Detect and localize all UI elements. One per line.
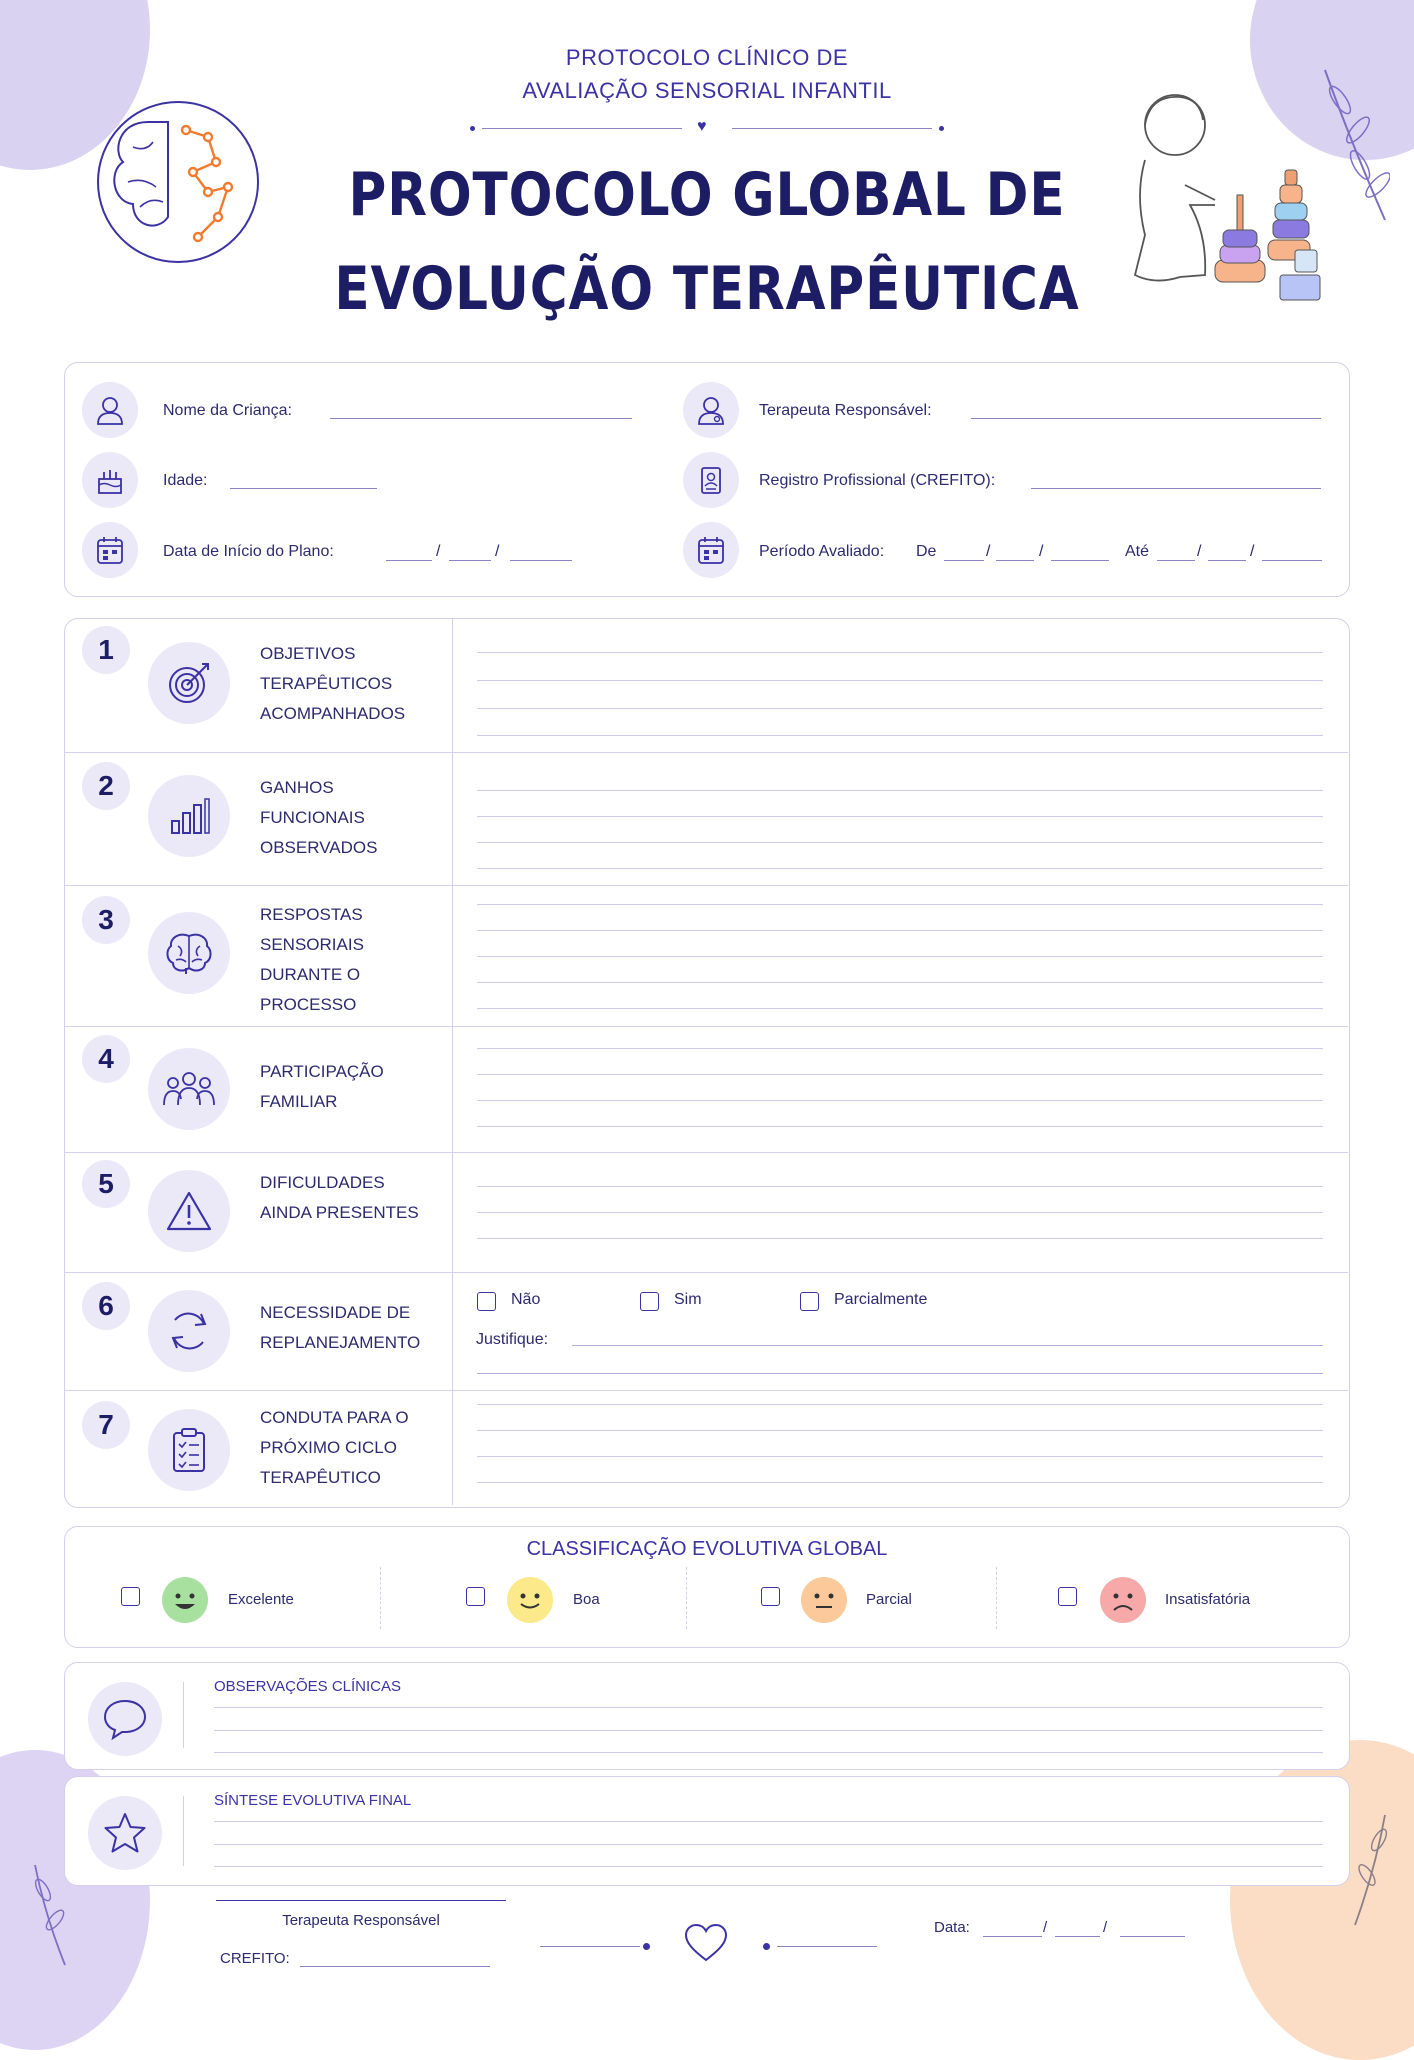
footer-date-year-field[interactable] [1120, 1936, 1185, 1937]
partial-label: Parcial [866, 1591, 912, 1608]
writing-line[interactable] [477, 1212, 1323, 1213]
smiling-face-icon [507, 1577, 553, 1623]
section-number: 4 [82, 1035, 130, 1083]
writing-line[interactable] [477, 1482, 1323, 1483]
observations-label: OBSERVAÇÕES CLÍNICAS [214, 1678, 402, 1695]
writing-line[interactable] [214, 1844, 1323, 1845]
star-icon [88, 1796, 162, 1870]
replan-yes-checkbox[interactable] [640, 1292, 659, 1311]
calendar-icon [82, 522, 138, 578]
header-divider [470, 118, 944, 135]
start-date-day-field[interactable] [386, 560, 432, 561]
section-title: PARTICIPAÇÃO FAMILIAR [260, 1062, 384, 1111]
justify-label: Justifique: [476, 1331, 549, 1348]
speech-bubble-icon [88, 1682, 162, 1756]
section-title: GANHOS FUNCIONAIS OBSERVADOS [260, 778, 378, 857]
writing-line[interactable] [214, 1866, 1323, 1867]
writing-line[interactable] [477, 982, 1323, 983]
row-divider [65, 752, 1348, 753]
footer-date-label: Data: [934, 1919, 970, 1936]
unsatisfactory-label: Insatisfatória [1165, 1591, 1251, 1608]
justify-field[interactable] [572, 1345, 1323, 1346]
replan-partial-checkbox[interactable] [800, 1292, 819, 1311]
section-number: 7 [82, 1401, 130, 1449]
writing-line[interactable] [477, 1456, 1323, 1457]
bar-chart-icon [148, 775, 230, 857]
observations-divider [183, 1682, 184, 1748]
classification-divider [686, 1567, 687, 1629]
writing-line[interactable] [477, 790, 1323, 791]
date-separator: / [1043, 1919, 1048, 1936]
writing-line[interactable] [477, 1186, 1323, 1187]
neutral-face-icon [801, 1577, 847, 1623]
date-separator: / [1250, 543, 1255, 560]
writing-line[interactable] [214, 1821, 1323, 1822]
period-from-month-field[interactable] [996, 560, 1034, 561]
period-to-day-field[interactable] [1157, 560, 1195, 561]
excellent-checkbox[interactable] [121, 1587, 140, 1606]
row-divider [65, 1390, 1348, 1391]
start-date-label: Data de Início do Plano: [163, 543, 334, 560]
classification-divider [996, 1567, 997, 1629]
family-icon [148, 1048, 230, 1130]
date-separator: / [1103, 1919, 1108, 1936]
date-separator: / [1039, 543, 1044, 560]
writing-line[interactable] [477, 1100, 1323, 1101]
footer-date-month-field[interactable] [1055, 1936, 1100, 1937]
good-checkbox[interactable] [466, 1587, 485, 1606]
writing-line[interactable] [477, 1008, 1323, 1009]
writing-line[interactable] [477, 680, 1323, 681]
writing-line[interactable] [214, 1707, 1323, 1708]
period-to-month-field[interactable] [1208, 560, 1246, 561]
age-field[interactable] [230, 488, 377, 489]
writing-line[interactable] [477, 930, 1323, 931]
date-separator: / [495, 543, 500, 560]
target-icon [148, 642, 230, 724]
classification-divider [380, 1567, 381, 1629]
brain-icon [148, 912, 230, 994]
signature-line[interactable] [216, 1900, 506, 1901]
writing-line[interactable] [477, 1238, 1323, 1239]
header-subtitle-line1: PROTOCOLO CLÍNICO DE [565, 45, 849, 70]
row-divider [65, 1026, 1348, 1027]
birthday-cake-icon [82, 452, 138, 508]
refresh-icon [148, 1290, 230, 1372]
date-separator: / [436, 543, 441, 560]
writing-line[interactable] [477, 652, 1323, 653]
period-from-label: De [916, 543, 937, 560]
replan-yes-label: Sim [674, 1291, 702, 1308]
warning-icon [148, 1170, 230, 1252]
signature-label: Terapeuta Responsável [282, 1912, 440, 1929]
classification-title: CLASSIFICAÇÃO EVOLUTIVA GLOBAL [526, 1538, 888, 1560]
section-number: 5 [82, 1160, 130, 1208]
writing-line[interactable] [477, 1430, 1323, 1431]
section-number: 1 [82, 626, 130, 674]
section-number: 3 [82, 896, 130, 944]
writing-line[interactable] [477, 708, 1323, 709]
period-from-day-field[interactable] [944, 560, 984, 561]
section-number: 2 [82, 762, 130, 810]
section-title: OBJETIVOS TERAPÊUTICOS ACOMPANHADOS [260, 644, 406, 723]
writing-line[interactable] [477, 842, 1323, 843]
id-badge-icon [683, 452, 739, 508]
header-subtitle-line2: AVALIAÇÃO SENSORIAL INFANTIL [522, 78, 892, 103]
start-date-year-field[interactable] [510, 560, 572, 561]
section-title: RESPOSTAS SENSORIAIS DURANTE O PROCESSO [260, 905, 364, 1014]
therapist-field[interactable] [971, 418, 1321, 419]
heart-outline-icon [683, 1922, 729, 1964]
writing-line[interactable] [214, 1730, 1323, 1731]
calendar-icon [683, 522, 739, 578]
writing-line[interactable] [477, 956, 1323, 957]
row-divider [65, 885, 1348, 886]
period-to-label: Até [1125, 543, 1150, 560]
child-name-label: Nome da Criança: [163, 402, 292, 419]
writing-line[interactable] [477, 868, 1323, 869]
replan-partial-label: Parcialmente [834, 1291, 928, 1308]
synthesis-divider [183, 1796, 184, 1866]
age-label: Idade: [163, 472, 208, 489]
writing-line[interactable] [477, 735, 1323, 736]
replan-no-checkbox[interactable] [477, 1292, 496, 1311]
period-to-year-field[interactable] [1262, 560, 1322, 561]
period-from-year-field[interactable] [1051, 560, 1109, 561]
section-title: NECESSIDADE DE REPLANEJAMENTO [260, 1303, 421, 1352]
writing-line[interactable] [477, 1126, 1323, 1127]
child-playing-illustration [1115, 85, 1325, 305]
unsatisfactory-checkbox[interactable] [1058, 1587, 1077, 1606]
crefito-label: CREFITO: [220, 1950, 290, 1967]
excellent-label: Excelente [228, 1591, 294, 1608]
therapist-icon [683, 382, 739, 438]
period-label: Período Avaliado: [759, 543, 885, 560]
start-date-month-field[interactable] [449, 560, 491, 561]
replan-no-label: Não [511, 1291, 541, 1308]
date-separator: / [986, 543, 991, 560]
good-label: Boa [573, 1591, 600, 1608]
writing-line[interactable] [477, 816, 1323, 817]
footer-date-day-field[interactable] [983, 1936, 1042, 1937]
writing-line[interactable] [477, 1074, 1323, 1075]
row-divider [65, 1272, 1348, 1273]
synthesis-label: SÍNTESE EVOLUTIVA FINAL [214, 1792, 412, 1809]
sad-face-icon [1100, 1577, 1146, 1623]
writing-line[interactable] [477, 904, 1323, 905]
page-title-line1: PROTOCOLO GLOBAL DE [348, 160, 1066, 230]
crefito-field[interactable] [300, 1966, 490, 1967]
section-title: DIFICULDADES AINDA PRESENTES [260, 1173, 419, 1222]
therapist-label: Terapeuta Responsável: [759, 402, 932, 419]
footer-ornament [540, 1936, 880, 1956]
date-separator: / [1197, 543, 1202, 560]
leaf-sprig-icon [1345, 1810, 1395, 1930]
registry-field[interactable] [1031, 488, 1321, 489]
clipboard-icon [148, 1409, 230, 1491]
happy-face-icon [162, 1577, 208, 1623]
partial-checkbox[interactable] [761, 1587, 780, 1606]
writing-line[interactable] [214, 1752, 1323, 1753]
section-title: CONDUTA PARA O PRÓXIMO CICLO TERAPÊUTICO [260, 1408, 409, 1487]
registry-label: Registro Profissional (CREFITO): [759, 472, 996, 489]
heart-icon: ♥ [697, 118, 707, 135]
person-icon [82, 382, 138, 438]
writing-line[interactable] [477, 1048, 1323, 1049]
section-number: 6 [82, 1282, 130, 1330]
justify-field-continued[interactable] [477, 1373, 1323, 1374]
row-divider [65, 1152, 1348, 1153]
writing-line[interactable] [477, 1404, 1323, 1405]
child-name-field[interactable] [330, 418, 632, 419]
page-title-line2: EVOLUÇÃO TERAPÊUTICA [334, 254, 1080, 324]
